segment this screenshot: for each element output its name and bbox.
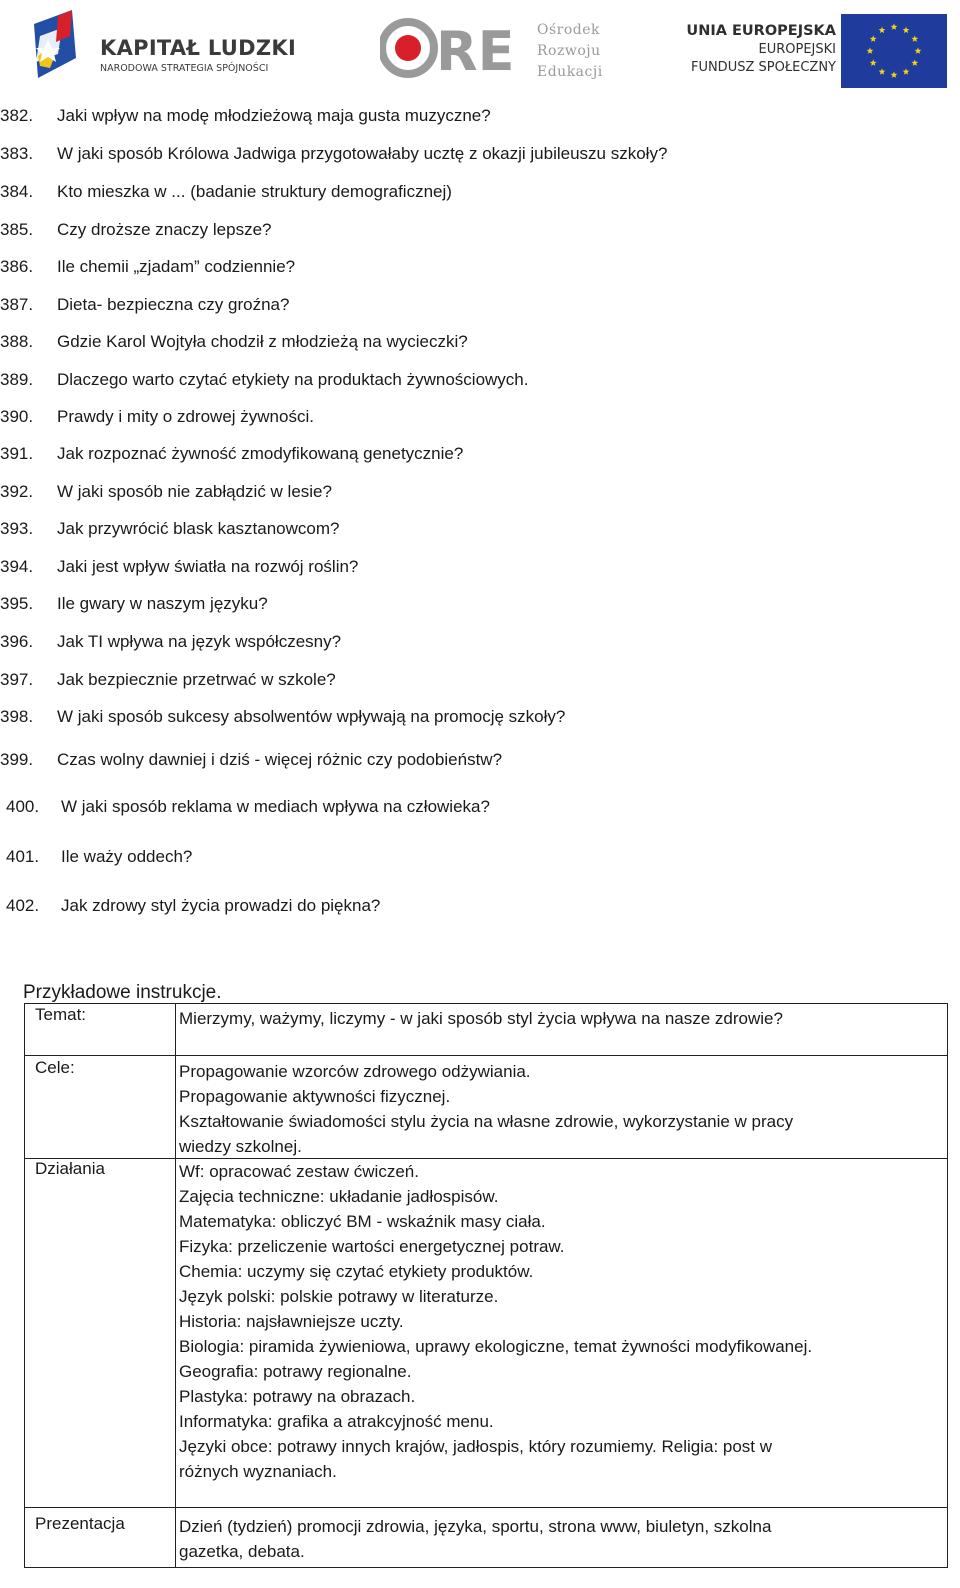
content-line: Plastyka: potrawy na obrazach. bbox=[179, 1387, 416, 1406]
content-line: Mierzymy, ważymy, liczymy - w jaki sposób styl życia wpływa na nasze zdrowie? bbox=[179, 1009, 783, 1028]
topic-text: Ile waży oddech? bbox=[61, 847, 193, 866]
row-content-cele bbox=[179, 1059, 945, 1159]
eu-line-3: FUNDUSZ SPOŁECZNY bbox=[690, 60, 836, 75]
content-line: Kształtowanie świadomości stylu życia na własne zdrowie, wykorzystanie w pracy bbox=[179, 1112, 794, 1131]
eu-flag-icon bbox=[841, 14, 947, 88]
kapital-ludzki-emblem-icon bbox=[28, 6, 110, 88]
topic-number: 389. bbox=[0, 370, 34, 389]
logo-header bbox=[0, 0, 960, 96]
topic-text: Prawdy i mity o zdrowej żywności. bbox=[57, 407, 314, 426]
ore-logo bbox=[380, 14, 620, 84]
content-line: gazetka, debata. bbox=[179, 1542, 305, 1561]
content-line: Zajęcia techniczne: układanie jadłospisów. bbox=[179, 1187, 499, 1206]
content-line: Biologia: piramida żywieniowa, uprawy ekologiczne, temat żywności modyfikowanej. bbox=[179, 1337, 813, 1356]
topic-text: Jaki jest wpływ światła na rozwój roślin? bbox=[57, 557, 359, 576]
topic-number: 395. bbox=[0, 594, 34, 613]
table-column-divider bbox=[175, 1004, 176, 1567]
topic-text: Ile gwary w naszym języku? bbox=[57, 594, 268, 613]
content-line: Wf: opracować zestaw ćwiczeń. bbox=[179, 1162, 419, 1181]
topic-number: 387. bbox=[0, 295, 34, 314]
table-row-divider bbox=[25, 1055, 947, 1056]
content-line: Matematyka: obliczyć BM - wskaźnik masy ciała. bbox=[179, 1212, 546, 1231]
topic-number: 383. bbox=[0, 144, 34, 163]
topic-number: 390. bbox=[0, 407, 34, 426]
kapital-ludzki-title: KAPITAŁ LUDZKI bbox=[100, 36, 297, 60]
content-line: Dzień (tydzień) promocji zdrowia, języka, sportu, strona www, biuletyn, szkolna bbox=[179, 1517, 772, 1536]
ore-name bbox=[537, 20, 603, 83]
ore-line-2: Rozwoju bbox=[537, 43, 601, 59]
topic-number: 399. bbox=[0, 750, 34, 769]
content-line: wiedzy szkolnej. bbox=[179, 1137, 302, 1156]
topic-text: Jak przywrócić blask kasztanowcom? bbox=[57, 519, 340, 538]
eu-line-2: EUROPEJSKI bbox=[758, 42, 836, 57]
row-label-temat: Temat: bbox=[35, 1005, 87, 1024]
topic-number: 402. bbox=[6, 896, 40, 915]
eu-line-1: UNIA EUROPEJSKA bbox=[686, 23, 836, 39]
eu-text bbox=[680, 22, 836, 76]
eu-logo bbox=[680, 12, 950, 88]
content-line: Geografia: potrawy regionalne. bbox=[179, 1362, 412, 1381]
row-content-dzialania bbox=[179, 1159, 945, 1484]
topic-text: Czy droższe znaczy lepsze? bbox=[57, 220, 272, 239]
topic-number: 397. bbox=[0, 670, 34, 689]
content-line: Fizyka: przeliczenie wartości energetycznej potraw. bbox=[179, 1237, 565, 1256]
instructions-table bbox=[24, 1003, 948, 1568]
topic-text: W jaki sposób nie zabłądzić w lesie? bbox=[57, 482, 332, 501]
content-line: Język polski: polskie potrawy w literaturze. bbox=[179, 1287, 499, 1306]
row-content-prezentacja bbox=[179, 1514, 945, 1564]
topic-text: W jaki sposób sukcesy absolwentów wpływają na promocję szkoły? bbox=[57, 707, 566, 726]
topic-text: Jaki wpływ na modę młodzieżową maja gusta muzyczne? bbox=[57, 106, 491, 125]
ore-mark-text: RE bbox=[436, 20, 515, 78]
topic-text: W jaki sposób Królowa Jadwiga przygotowałaby ucztę z okazji jubileuszu szkoły? bbox=[57, 144, 668, 163]
topic-number: 398. bbox=[0, 707, 34, 726]
topic-text: W jaki sposób reklama w mediach wpływa na człowieka? bbox=[61, 797, 490, 816]
content-line: Chemia: uczymy się czytać etykiety produktów. bbox=[179, 1262, 534, 1281]
ore-line-1: Ośrodek bbox=[537, 22, 601, 38]
content-line: różnych wyznaniach. bbox=[179, 1462, 337, 1481]
topic-number: 396. bbox=[0, 632, 34, 651]
topic-number: 400. bbox=[6, 797, 40, 816]
topic-text: Jak TI wpływa na język współczesny? bbox=[57, 632, 342, 651]
row-label-prezentacja: Prezentacja bbox=[35, 1514, 125, 1533]
row-label-dzialania: Działania bbox=[35, 1159, 105, 1178]
topic-number: 393. bbox=[0, 519, 34, 538]
topic-text: Ile chemii „zjadam” codziennie? bbox=[57, 257, 296, 276]
topic-number: 382. bbox=[0, 106, 34, 125]
topic-text: Kto mieszka w ... (badanie struktury demograficznej) bbox=[57, 182, 452, 201]
topic-text: Dieta- bezpieczna czy groźna? bbox=[57, 295, 290, 314]
instructions-heading: Przykładowe instrukcje. bbox=[23, 982, 222, 1003]
kapital-ludzki-subtitle: NARODOWA STRATEGIA SPÓJNOŚCI bbox=[100, 63, 269, 74]
table-row-divider bbox=[25, 1507, 947, 1508]
topic-text: Jak zdrowy styl życia prowadzi do piękna? bbox=[61, 896, 381, 915]
content-line: Informatyka: grafika a atrakcyjność menu. bbox=[179, 1412, 494, 1431]
ore-wordmark bbox=[380, 18, 530, 78]
topic-number: 386. bbox=[0, 257, 34, 276]
content-line: Propagowanie aktywności fizycznej. bbox=[179, 1087, 451, 1106]
topic-number: 394. bbox=[0, 557, 34, 576]
topic-number: 385. bbox=[0, 220, 34, 239]
topic-number: 392. bbox=[0, 482, 34, 501]
kapital-ludzki-logo bbox=[28, 6, 328, 88]
topic-number: 401. bbox=[6, 847, 40, 866]
ore-line-3: Edukacji bbox=[537, 64, 603, 80]
content-line: Języki obce: potrawy innych krajów, jadłospis, który rozumiemy. Religia: post w bbox=[179, 1437, 773, 1456]
topic-text: Jak rozpoznać żywność zmodyfikowaną genetycznie? bbox=[57, 444, 464, 463]
topic-number: 388. bbox=[0, 332, 34, 351]
topic-text: Czas wolny dawniej i dziś - więcej różnic czy podobieństw? bbox=[57, 750, 503, 769]
topic-number: 384. bbox=[0, 182, 34, 201]
content-line: Historia: najsławniejsze uczty. bbox=[179, 1312, 404, 1331]
topic-text: Dlaczego warto czytać etykiety na produktach żywnościowych. bbox=[57, 370, 529, 389]
content-line: Propagowanie wzorców zdrowego odżywiania. bbox=[179, 1062, 531, 1081]
topic-number: 391. bbox=[0, 444, 34, 463]
row-label-cele: Cele: bbox=[35, 1058, 75, 1077]
topic-text: Jak bezpiecznie przetrwać w szkole? bbox=[57, 670, 336, 689]
topic-text: Gdzie Karol Wojtyła chodził z młodzieżą na wycieczki? bbox=[57, 332, 468, 351]
row-content-temat bbox=[179, 1006, 945, 1031]
